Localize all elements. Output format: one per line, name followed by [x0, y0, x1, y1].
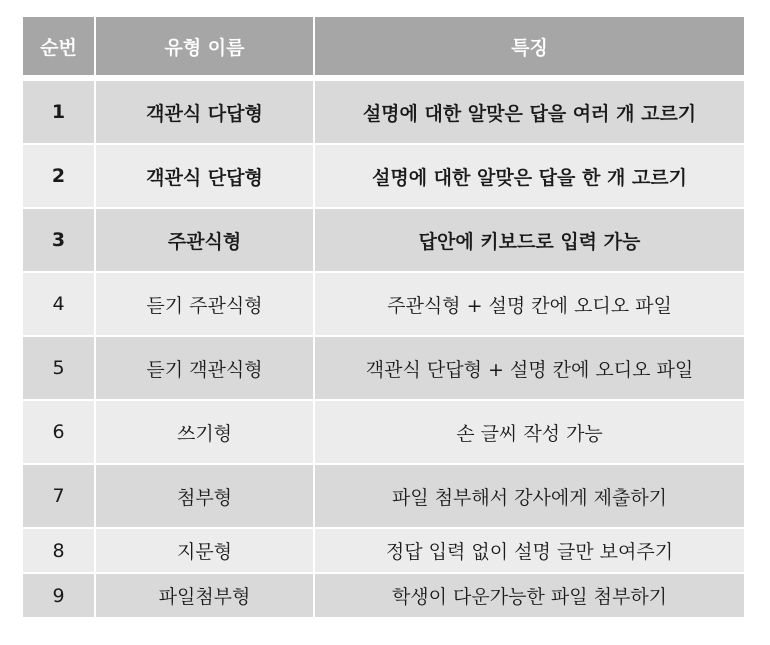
header-features: 특징: [314, 17, 744, 78]
cell-number: 8: [23, 528, 95, 573]
cell-description: 설명에 대한 알맞은 답을 한 개 고르기: [314, 144, 744, 208]
question-types-table: [23, 17, 744, 619]
table-row: [23, 573, 744, 618]
cell-type-name: 지문형: [95, 528, 314, 573]
table-row: [23, 208, 744, 272]
cell-number: 4: [23, 272, 95, 336]
cell-number: 1: [23, 78, 95, 144]
cell-description: 손 글씨 작성 가능: [314, 400, 744, 464]
cell-description: 파일 첨부해서 강사에게 제출하기: [314, 464, 744, 528]
table-header-row: [23, 17, 744, 78]
cell-description: 객관식 단답형 + 설명 칸에 오디오 파일: [314, 336, 744, 400]
cell-type-name: 주관식형: [95, 208, 314, 272]
cell-type-name: 파일첨부형: [95, 573, 314, 618]
table-row: [23, 528, 744, 573]
cell-description: 학생이 다운가능한 파일 첨부하기: [314, 573, 744, 618]
table-row: [23, 272, 744, 336]
cell-type-name: 듣기 주관식형: [95, 272, 314, 336]
cell-number: 6: [23, 400, 95, 464]
table-row: [23, 336, 744, 400]
cell-number: 3: [23, 208, 95, 272]
cell-type-name: 첨부형: [95, 464, 314, 528]
cell-type-name: 듣기 객관식형: [95, 336, 314, 400]
header-number: 순번: [23, 17, 95, 78]
cell-number: 7: [23, 464, 95, 528]
cell-number: 9: [23, 573, 95, 618]
cell-description: 답안에 키보드로 입력 가능: [314, 208, 744, 272]
cell-description: 주관식형 + 설명 칸에 오디오 파일: [314, 272, 744, 336]
cell-description: 설명에 대한 알맞은 답을 여러 개 고르기: [314, 78, 744, 144]
table-row: [23, 400, 744, 464]
cell-number: 5: [23, 336, 95, 400]
cell-type-name: 쓰기형: [95, 400, 314, 464]
table-row: [23, 464, 744, 528]
table-row: [23, 78, 744, 144]
table-row: [23, 144, 744, 208]
header-type-name: 유형 이름: [95, 17, 314, 78]
cell-description: 정답 입력 없이 설명 글만 보여주기: [314, 528, 744, 573]
cell-number: 2: [23, 144, 95, 208]
cell-type-name: 객관식 다답형: [95, 78, 314, 144]
cell-type-name: 객관식 단답형: [95, 144, 314, 208]
